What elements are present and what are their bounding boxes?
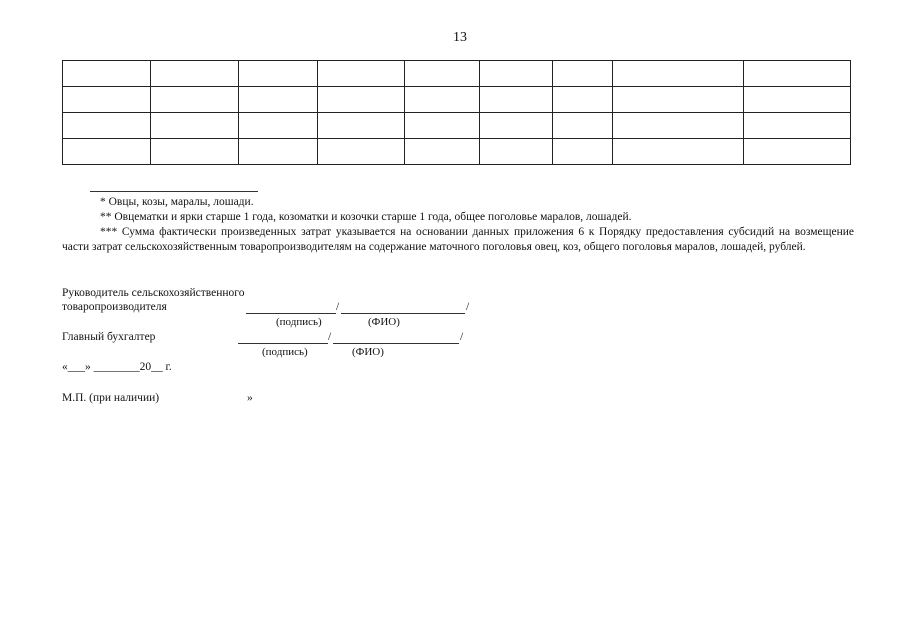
table-cell[interactable] [318, 139, 405, 165]
head-label-line1: Руководитель сельскохозяйственного [62, 287, 245, 299]
head-signature-field[interactable] [246, 313, 336, 314]
table-cell[interactable] [318, 61, 405, 87]
head-label-line2: товаропроизводителя [62, 301, 167, 313]
chief-accountant-label: Главный бухгалтер [62, 331, 156, 343]
table-cell[interactable] [613, 87, 744, 113]
accountant-separator: / [328, 331, 332, 343]
accountant-signature-caption: (подпись) [262, 346, 308, 358]
table-cell[interactable] [613, 139, 744, 165]
table-cell[interactable] [239, 113, 318, 139]
table-cell[interactable] [480, 113, 553, 139]
table-cell[interactable] [553, 113, 613, 139]
table-cell[interactable] [480, 87, 553, 113]
table-cell[interactable] [553, 61, 613, 87]
table-cell[interactable] [405, 61, 480, 87]
table-cell[interactable] [63, 87, 151, 113]
table-cell[interactable] [239, 61, 318, 87]
table-cell[interactable] [151, 139, 239, 165]
table-cell[interactable] [480, 61, 553, 87]
page-number: 13 [453, 30, 467, 45]
table-cell[interactable] [480, 139, 553, 165]
table-cell[interactable] [63, 113, 151, 139]
accountant-name-field[interactable] [333, 343, 459, 344]
head-end-separator: / [466, 301, 470, 313]
head-separator: / [336, 301, 340, 313]
table-cell[interactable] [744, 87, 851, 113]
table-row [63, 61, 851, 87]
table-cell[interactable] [613, 113, 744, 139]
table-cell[interactable] [318, 87, 405, 113]
table-cell[interactable] [405, 139, 480, 165]
table-cell[interactable] [744, 139, 851, 165]
table-cell[interactable] [239, 87, 318, 113]
date-field[interactable]: «___» ________20__ г. [62, 361, 172, 373]
footnote-3: *** Сумма фактически произведенных затрат указывается на основании данных приложения 6 к Порядку предоставления субсидий на возмещение части затрат сельскохозяйственным товаропроизводителям на содержание маточного поголовья овец, коз, общего поголовья маралов, лошадей, рублей. [62, 226, 854, 253]
stray-quote-mark: » [247, 392, 253, 404]
head-name-caption: (ФИО) [368, 316, 400, 328]
table-cell[interactable] [613, 61, 744, 87]
table-cell[interactable] [151, 113, 239, 139]
head-name-field[interactable] [341, 313, 465, 314]
table-cell[interactable] [744, 61, 851, 87]
footnote-2: ** Овцематки и ярки старше 1 года, козоматки и козочки старше 1 года, общее поголовье маралов, лошадей. [100, 211, 632, 223]
footnotes [62, 195, 854, 255]
table-cell[interactable] [744, 113, 851, 139]
table-cell[interactable] [553, 87, 613, 113]
table-cell[interactable] [405, 87, 480, 113]
table-cell[interactable] [239, 139, 318, 165]
accountant-end-separator: / [460, 331, 464, 343]
table-cell[interactable] [405, 113, 480, 139]
table-row [63, 87, 851, 113]
table-cell[interactable] [63, 139, 151, 165]
accountant-name-caption: (ФИО) [352, 346, 384, 358]
stamp-label: М.П. (при наличии) [62, 392, 160, 404]
footnote-1: * Овцы, козы, маралы, лошади. [100, 196, 254, 208]
table-cell[interactable] [151, 87, 239, 113]
table-row [63, 113, 851, 139]
table-cell[interactable] [63, 61, 151, 87]
table-cell[interactable] [318, 113, 405, 139]
data-table [62, 60, 851, 165]
footnote-separator [90, 191, 258, 192]
table-row [63, 139, 851, 165]
accountant-signature-field[interactable] [238, 343, 328, 344]
table-cell[interactable] [151, 61, 239, 87]
table-cell[interactable] [553, 139, 613, 165]
head-signature-caption: (подпись) [276, 316, 322, 328]
